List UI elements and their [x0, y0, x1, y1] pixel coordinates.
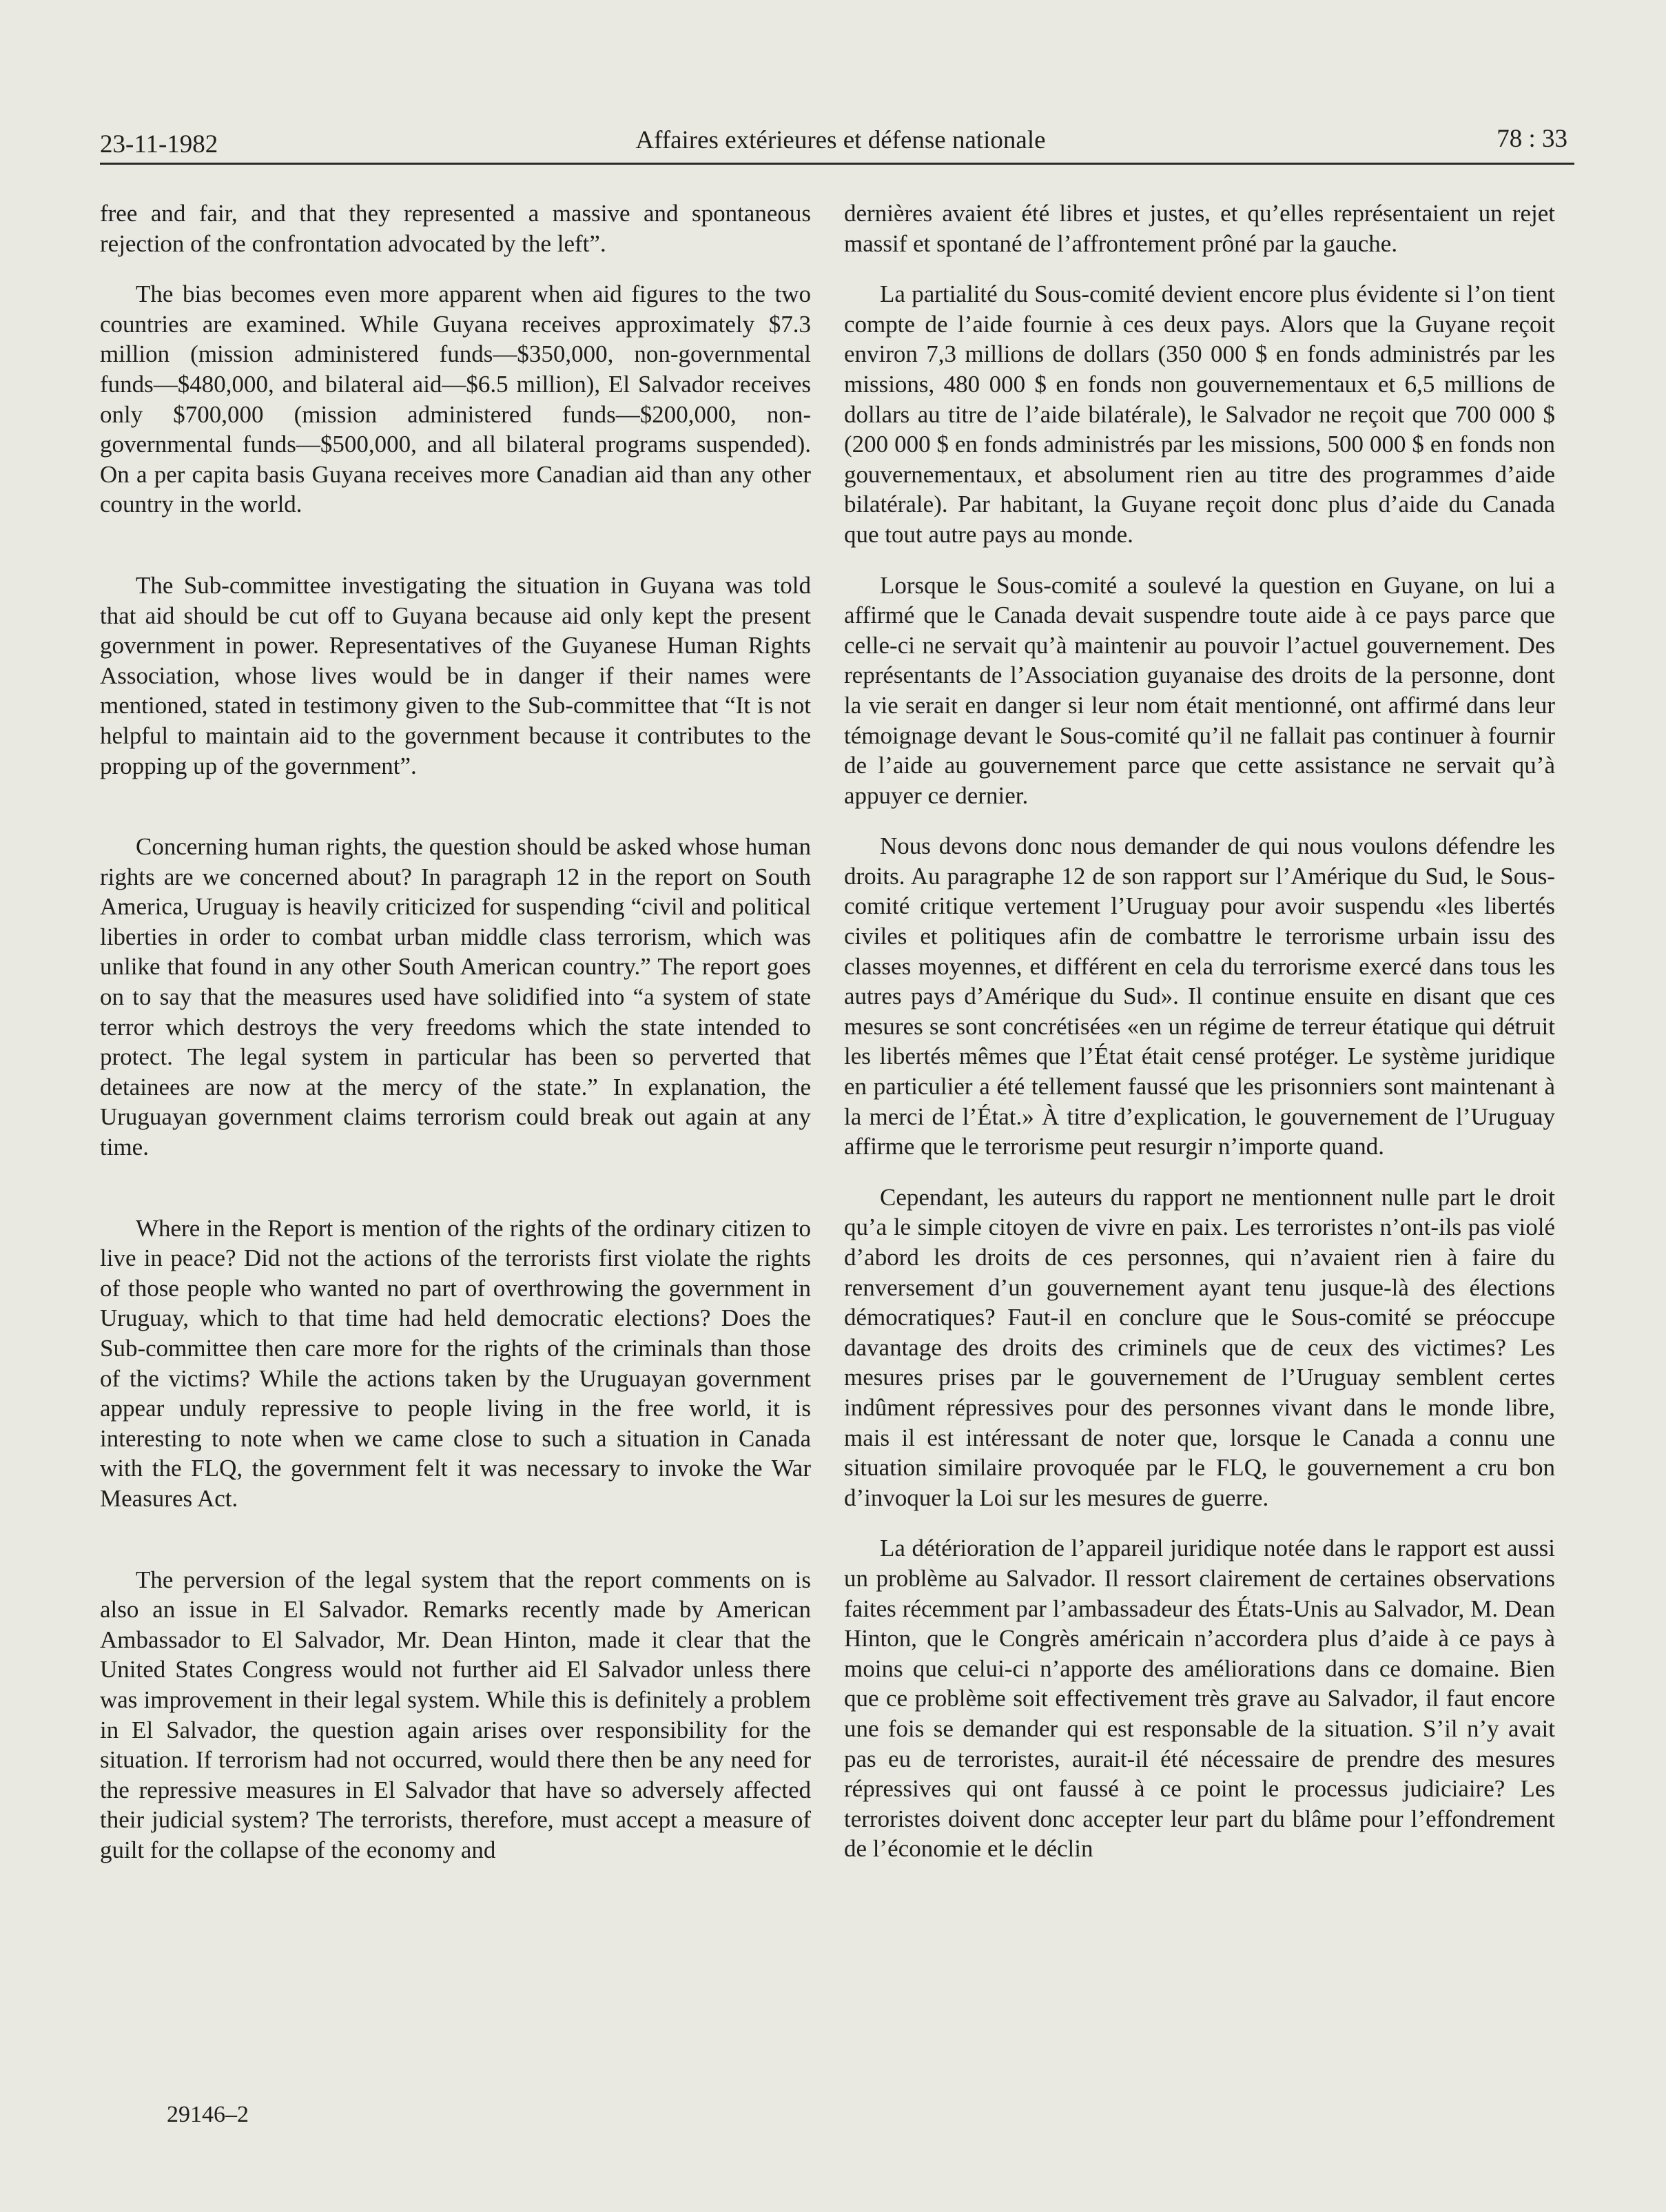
- french-paragraph-1: dernières avaient été libres et justes, et qu’elles représentaient un rejet massif et spontané de l’affrontement prôné par la gauche.: [844, 200, 1555, 257]
- english-paragraph-3: The Sub-committee investigating the situation in Guyana was told that aid should be cut off to Guyana because aid only kept the present government in power. Representatives of the Guyanese Human Rights Association, whose lives would be in danger if their names were mentioned, stated in testimony given to the Sub-committee that “It is not helpful to maintain aid to the government because it contributes to the propping up of the government”.: [100, 571, 811, 779]
- french-paragraph-5: Cependant, les auteurs du rapport ne mentionnent nulle part le droit qu’a le simple citoyen de vivre en paix. Les terroristes n’ont-ils pas violé d’abord les droits de ces personnes, qui n’avaient rien à faire du renversement d’un gouvernement ayant tenu jusque-là des élections démocratiques? Faut-il en conclure que le Sous-comité se préoccupe davantage des droits des criminels que de ceux des victimes? Les mesures prises par le gouvernement de l’Uruguay semblent certes indûment répressives pour des personnes vivant dans le monde libre, mais il est intéressant de noter que, lorsque le Canada a connu une situation similaire provoquée par le FLQ, le gouvernement a cru bon d’invoquer la Loi sur les mesures de guerre.: [844, 1183, 1555, 1511]
- english-paragraph-4: Concerning human rights, the question should be asked whose human rights are we concerned about? In paragraph 12 in the report on South America, Uruguay is heavily criticized for suspending “civil and political liberties in order to combat urban middle class terrorism, which was unlike that found in any other South American country.” The report goes on to say that the measures used have solidified into “a system of state terror which destroys the very freedoms which the state intended to protect. The legal system in particular has been so perverted that detainees are now at the mercy of the state.” In explanation, the Uruguayan government claims terrorism could break out again at any time.: [100, 833, 811, 1161]
- english-paragraph-2: The bias becomes even more apparent when aid figures to the two countries are examined. While Guyana receives approximately $7.3 million (mission administered funds—$350,000, non-governmental funds—$480,000, and bilateral aid—$6.5 million), El Salvador receives only $700,000 (mission administered funds—$200,000, non-governmental funds—$500,000, and all bilateral programs suspended). On a per capita basis Guyana receives more Canadian aid than any other country in the world.: [100, 280, 811, 518]
- header-rule: [100, 163, 1574, 165]
- french-paragraph-2: La partialité du Sous-comité devient encore plus évidente si l’on tient compte de l’aide fournie à ces deux pays. Alors que la Guyane reçoit environ 7,3 millions de dollars (350 000 $ en fonds administrés par les missions, 480 000 $ en fonds non gouvernementaux et 6,5 millions de dollars au titre de l’aide bilatérale), le Salvador ne reçoit que 700 000 $ (200 000 $ en fonds administrés par les missions, 500 000 $ en fonds non gouvernementaux, et absolument rien au titre des programmes d’aide bilatérale). Par habitant, la Guyane reçoit donc plus d’aide du Canada que tout autre pays au monde.: [844, 280, 1555, 548]
- page-header: [100, 120, 1581, 161]
- french-column: [844, 198, 1555, 1864]
- french-paragraph-4: Nous devons donc nous demander de qui nous voulons défendre les droits. Au paragraphe 12 de son rapport sur l’Amérique du Sud, le Sous-comité critique vertement l’Uruguay pour avoir suspendu «les libertés civiles et politiques afin de combattre le terrorisme urbain issu des classes moyennes, et différent en cela du terrorisme exercé dans tous les autres pays d’Amérique du Sud». Il continue ensuite en disant que ces mesures se sont concrétisées «en un régime de terreur étatique qui détruit les libertés mêmes que l’État était censé protéger. Le système juridique en particulier a été tellement faussé que les prisonniers sont maintenant à la merci de l’État.» À titre d’explication, le gouvernement de l’Uruguay affirme que le terrorisme peut resurgir n’importe quand.: [844, 832, 1555, 1160]
- french-paragraph-3: Lorsque le Sous-comité a soulevé la question en Guyane, on lui a affirmé que le Canada devait suspendre toute aide à ce pays parce que celle-ci ne servait qu’à maintenir au pouvoir l’actuel gouvernement. Des représentants de l’Association guyanaise des droits de la personne, dont la vie serait en danger si leur nom était mentionné, ont affirmé dans leur témoignage devant le Sous-comité qu’il ne fallait pas continuer à fournir de l’aide au gouvernement parce que cette assistance ne servait qu’à appuyer ce dernier.: [844, 571, 1555, 809]
- english-column: [100, 198, 811, 1865]
- header-title: Affaires extérieures et défense nationale: [635, 126, 1046, 154]
- english-paragraph-5: Where in the Report is mention of the rights of the ordinary citizen to live in peace? Did not the actions of the terrorists first violate the rights of those people who wanted no part of overthrowing the government in Uruguay, which to that time had held democratic elections? Does the Sub-committee then care more for the rights of the criminals than those of the victims? While the actions taken by the Uruguayan government appear unduly repressive to people living in the free world, it is interesting to note when we came close to such a situation in Canada with the FLQ, the government felt it was necessary to invoke the War Measures Act.: [100, 1214, 811, 1512]
- english-paragraph-1: free and fair, and that they represented a massive and spontaneous rejection of the confrontation advocated by the left”.: [100, 200, 811, 257]
- french-paragraph-6: La détérioration de l’appareil juridique notée dans le rapport est aussi un problème au Salvador. Il ressort clairement de certaines observations faites récemment par l’ambassadeur des États-Unis au Salvador, M. Dean Hinton, que le Congrès américain n’accordera plus d’aide à ce pays à moins que celui-ci n’apporte des améliorations dans ce domaine. Bien que ce problème soit effectivement très grave au Salvador, il faut encore une fois se demander qui est responsable de la situation. S’il n’y avait pas eu de terroristes, aurait-il été nécessaire de prendre des mesures répressives qui ont faussé à ce point le processus judiciaire? Les terroristes doivent donc accepter leur part du blâme pour l’effondrement de l’économie et le déclin: [844, 1535, 1555, 1863]
- header-page-number: 78 : 33: [1497, 125, 1567, 153]
- header-date: 23-11-1982: [100, 130, 218, 158]
- english-paragraph-6: The perversion of the legal system that the report comments on is also an issue in El Salvador. Remarks recently made by American Ambassador to El Salvador, Mr. Dean Hinton, made it clear that the United States Congress would not further aid El Salvador unless there was improvement in their legal system. While this is definitely a problem in El Salvador, the question again arises over responsibility for the situation. If terrorism had not occurred, would there then be any need for the repressive measures in El Salvador that have so adversely affected their judicial system? The terrorists, therefore, must accept a measure of guilt for the collapse of the economy and: [100, 1566, 811, 1863]
- footer-code: 29146–2: [167, 2102, 249, 2127]
